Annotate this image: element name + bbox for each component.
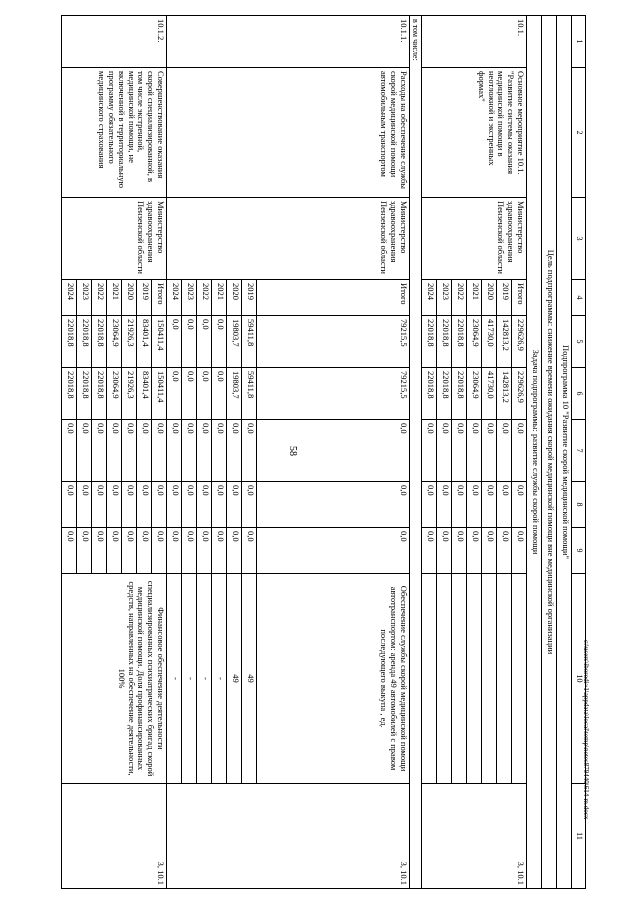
funding-cell: 0,0 — [211, 368, 226, 420]
funding-cell: 22018,8 — [91, 316, 106, 368]
year-cell: 2022 — [452, 280, 467, 316]
year-cell: 2024 — [422, 280, 437, 316]
funding-cell: 0,0 — [467, 528, 482, 574]
column-number: 1 — [572, 16, 586, 68]
funding-cell: 0,0 — [256, 482, 409, 528]
in-total-row — [409, 16, 421, 889]
funding-cell: 79215,5 — [256, 368, 409, 420]
funding-cell: 0,0 — [482, 482, 497, 528]
funding-cell: 19803,7 — [226, 368, 241, 420]
year-cell: 2020 — [482, 280, 497, 316]
funding-cell: 22018,8 — [437, 368, 452, 420]
funding-cell: 0,0 — [437, 528, 452, 574]
funding-cell: 0,0 — [211, 420, 226, 482]
funding-cell: 0,0 — [256, 528, 409, 574]
column-number: 6 — [572, 368, 586, 420]
funding-cell: 22018,8 — [422, 368, 437, 420]
funding-cell: 0,0 — [151, 482, 166, 528]
subprogram-goal: Цель подпрограммы: снижение времени ожидания скорой медицинской помощи вне медицинской организации — [542, 16, 557, 889]
funding-cell: 0,0 — [91, 528, 106, 574]
funding-cell: 0,0 — [196, 482, 211, 528]
funding-cell: 0,0 — [497, 420, 512, 482]
funding-cell: 0,0 — [211, 316, 226, 368]
funding-cell: 0,0 — [76, 420, 91, 482]
funding-cell: 0,0 — [181, 482, 196, 528]
column-number: 2 — [572, 68, 586, 198]
funding-cell: 0,0 — [106, 528, 121, 574]
funding-cell: 229626,9 — [512, 368, 527, 420]
funding-cell: 0,0 — [76, 528, 91, 574]
funding-cell: 0,0 — [166, 528, 181, 574]
funding-cell: 22018,8 — [452, 316, 467, 368]
funding-cell: 0,0 — [181, 528, 196, 574]
funding-cell: 0,0 — [482, 528, 497, 574]
year-cell: 2021 — [211, 280, 226, 316]
indicator-description: Финансовое обеспечение деятельности специализированных психиатрических бригад скорой медицинской помощи. Доля профинансированных средств, направленных на обеспечение деятельности, 100% — [61, 574, 166, 784]
funding-cell: 0,0 — [512, 482, 527, 528]
measure-number: 10.1.1. — [166, 16, 409, 68]
column-number: 11 — [572, 784, 586, 889]
program-table — [61, 15, 586, 889]
funding-cell: 0,0 — [181, 368, 196, 420]
funding-cell: 150411,4 — [151, 368, 166, 420]
year-cell: 2022 — [91, 280, 106, 316]
year-cell: 2023 — [76, 280, 91, 316]
table-row — [512, 16, 527, 889]
year-cell: 2022 — [196, 280, 211, 316]
funding-cell: 0,0 — [166, 482, 181, 528]
funding-cell: 0,0 — [121, 528, 136, 574]
funding-cell: 0,0 — [196, 420, 211, 482]
funding-cell: 0,0 — [136, 482, 151, 528]
executor: Министерство здравоохранения Пензенской области — [61, 198, 166, 280]
funding-cell: 59411,8 — [241, 368, 256, 420]
year-cell: 2021 — [467, 280, 482, 316]
funding-cell: 79215,5 — [256, 316, 409, 368]
year-cell: 2023 — [181, 280, 196, 316]
funding-cell: 0,0 — [422, 528, 437, 574]
year-cell: Итого — [512, 280, 527, 316]
page-number: 58 — [287, 446, 298, 456]
funding-cell: 0,0 — [76, 482, 91, 528]
funding-cell: 0,0 — [437, 482, 452, 528]
indicator-value: - — [181, 574, 196, 784]
funding-cell: 0,0 — [226, 482, 241, 528]
funding-cell: 41730,0 — [482, 368, 497, 420]
funding-cell: 150411,4 — [151, 316, 166, 368]
program-table-sheet — [65, 15, 586, 888]
funding-cell: 0,0 — [226, 420, 241, 482]
funding-cell: 22018,8 — [61, 316, 76, 368]
funding-cell: 0,0 — [61, 528, 76, 574]
table-row — [256, 16, 409, 889]
funding-cell: 41730,0 — [482, 316, 497, 368]
funding-cell: 0,0 — [166, 316, 181, 368]
subprogram-title: Подпрограмма 10 "Развитие скорой медицинской помощи" — [557, 16, 572, 889]
measure-name: Основное мероприятие 10.1. "Развитие системы оказания медицинской помощи в неотложной и экстренных формах" — [422, 68, 527, 198]
funding-cell: 0,0 — [61, 420, 76, 482]
funding-cell: 0,0 — [512, 528, 527, 574]
measure-number: 10.1. — [422, 16, 527, 68]
funding-cell: 0,0 — [211, 482, 226, 528]
funding-cell: 23064,9 — [106, 368, 121, 420]
funding-cell: 83401,4 — [136, 316, 151, 368]
funding-cell: 0,0 — [241, 528, 256, 574]
indicator-cell — [497, 574, 512, 784]
funding-cell: 0,0 — [452, 420, 467, 482]
year-cell: 2020 — [226, 280, 241, 316]
funding-cell: 0,0 — [181, 316, 196, 368]
indicator-cell — [482, 574, 497, 784]
reference-cell: 3, 10.1 — [61, 784, 166, 889]
column-number: 7 — [572, 420, 586, 482]
column-number: 3 — [572, 198, 586, 280]
funding-cell: 0,0 — [61, 482, 76, 528]
funding-cell: 0,0 — [497, 482, 512, 528]
year-cell: 2019 — [136, 280, 151, 316]
year-cell: 2019 — [241, 280, 256, 316]
funding-cell: 19803,7 — [226, 316, 241, 368]
funding-cell: 0,0 — [452, 482, 467, 528]
year-cell: Итого — [256, 280, 409, 316]
funding-cell: 0,0 — [106, 420, 121, 482]
column-number: 9 — [572, 528, 586, 574]
column-number-row — [572, 16, 586, 889]
executor: Министерство здравоохранения Пензенской области — [166, 198, 409, 280]
funding-cell: 0,0 — [241, 420, 256, 482]
funding-cell: 0,0 — [121, 420, 136, 482]
funding-cell: 23064,9 — [467, 316, 482, 368]
indicator-cell — [467, 574, 482, 784]
column-number: 4 — [572, 280, 586, 316]
funding-cell: 0,0 — [151, 420, 166, 482]
indicator-value: 49 — [241, 574, 256, 784]
funding-cell: 22018,8 — [61, 368, 76, 420]
funding-cell: 0,0 — [422, 420, 437, 482]
funding-cell: 59411,8 — [241, 316, 256, 368]
funding-cell: 0,0 — [241, 482, 256, 528]
column-number: 8 — [572, 482, 586, 528]
funding-cell: 0,0 — [136, 528, 151, 574]
funding-cell: 22018,8 — [76, 368, 91, 420]
executor: Министерство здравоохранения Пензенской области — [422, 198, 527, 280]
funding-cell: 83401,4 — [136, 368, 151, 420]
funding-cell: 0,0 — [106, 482, 121, 528]
funding-cell: 22018,8 — [91, 368, 106, 420]
funding-cell: 142813,2 — [497, 316, 512, 368]
funding-cell: 0,0 — [196, 316, 211, 368]
funding-cell: 21926,3 — [121, 316, 136, 368]
funding-cell: 22018,8 — [437, 316, 452, 368]
indicator-value: - — [166, 574, 181, 784]
funding-cell: 0,0 — [196, 528, 211, 574]
funding-cell: 0,0 — [151, 528, 166, 574]
funding-cell: 0,0 — [166, 420, 181, 482]
funding-cell: 23064,9 — [106, 316, 121, 368]
funding-cell: 0,0 — [136, 420, 151, 482]
funding-cell: 0,0 — [196, 368, 211, 420]
measure-name: Расходы на обеспечение службы скорой медицинской помощи автомобильным транспортом — [166, 68, 409, 198]
year-cell: 2019 — [497, 280, 512, 316]
funding-cell: 0,0 — [181, 420, 196, 482]
funding-cell: 0,0 — [497, 528, 512, 574]
funding-cell: 0,0 — [166, 368, 181, 420]
column-number: 5 — [572, 316, 586, 368]
column-number: 10 — [572, 574, 586, 784]
footer-file-path: c:\users\iborodi~1\appdata\local\temp\notes879440\614-m.docx — [582, 640, 590, 820]
year-cell: 2020 — [121, 280, 136, 316]
year-cell: Итого — [151, 280, 166, 316]
funding-cell: 23064,9 — [467, 368, 482, 420]
funding-cell: 21926,3 — [121, 368, 136, 420]
indicator-cell — [437, 574, 452, 784]
reference-cell: 3, 10.1 — [422, 784, 527, 889]
funding-cell: 0,0 — [467, 482, 482, 528]
funding-cell: 142813,2 — [497, 368, 512, 420]
indicator-cell — [422, 574, 437, 784]
table-row — [151, 16, 166, 889]
indicator-value: - — [196, 574, 211, 784]
indicator-value: - — [211, 574, 226, 784]
funding-cell: 0,0 — [256, 420, 409, 482]
funding-cell: 0,0 — [437, 420, 452, 482]
indicator-value: 49 — [226, 574, 241, 784]
funding-cell: 0,0 — [91, 482, 106, 528]
funding-cell: 22018,8 — [76, 316, 91, 368]
funding-cell: 0,0 — [226, 528, 241, 574]
in-total-label: в том числе: — [409, 16, 421, 889]
year-cell: 2024 — [166, 280, 181, 316]
measure-name: Совершенствование оказания скорой специализированной, в том числе экстренной, медицинской помощи, не включенной в территориальную программу обязательного медицинского страхования — [61, 68, 166, 198]
year-cell: 2023 — [437, 280, 452, 316]
funding-cell: 0,0 — [452, 528, 467, 574]
funding-cell: 0,0 — [512, 420, 527, 482]
reference-cell: 3, 10.1 — [166, 784, 409, 889]
indicator-cell — [512, 574, 527, 784]
funding-cell: 0,0 — [422, 482, 437, 528]
funding-cell: 22018,8 — [422, 316, 437, 368]
funding-cell: 0,0 — [91, 420, 106, 482]
funding-cell: 0,0 — [211, 528, 226, 574]
funding-cell: 22018,8 — [452, 368, 467, 420]
indicator-description: Обеспечение службы скорой медицинской помощи автотранспортом: аренда 49 автомобилей с правом последующего выкупа , ед. — [256, 574, 409, 784]
funding-cell: 229626,9 — [512, 316, 527, 368]
funding-cell: 0,0 — [467, 420, 482, 482]
measure-number: 10.1.2. — [61, 16, 166, 68]
indicator-cell — [452, 574, 467, 784]
year-cell: 2021 — [106, 280, 121, 316]
funding-cell: 0,0 — [121, 482, 136, 528]
year-cell: 2024 — [61, 280, 76, 316]
subprogram-task: Задача подпрограммы: развитие службы скорой помощи — [527, 16, 542, 889]
funding-cell: 0,0 — [482, 420, 497, 482]
